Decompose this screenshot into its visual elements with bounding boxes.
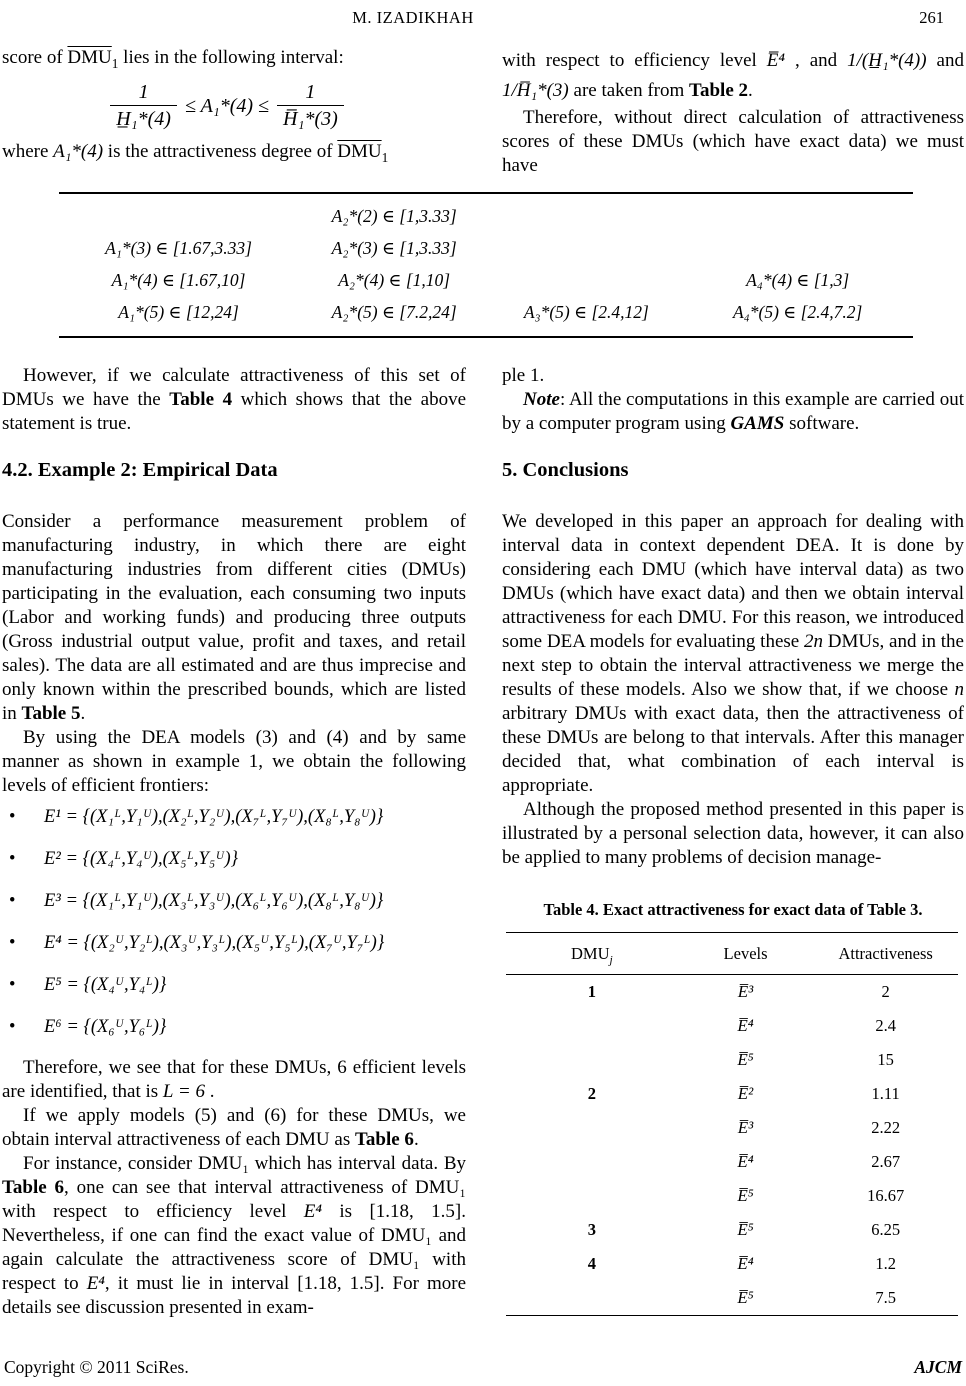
level-cell: E̅⁵: [737, 1220, 754, 1239]
table2-reference: Table 2: [689, 80, 749, 101]
level-cell: E̅³: [737, 1118, 754, 1137]
efficient-frontier-list: [2, 804, 466, 1040]
frontier-e4: E⁴ = {(X₂ᵁ,Y₂ᴸ),(X₃ᵁ,Y₃ᴸ),(X₅ᵁ,Y₅ᴸ),(X₇ᵁ,Y₇ᴸ)}: [44, 933, 385, 953]
segment: : All the computations in this example are carried out by a computer program using: [502, 389, 964, 434]
dmu-overline: $\overline{DMU}$: [337, 141, 382, 162]
column-header-attractiveness: Attractiveness: [813, 933, 958, 975]
dmu-subscript: 1: [381, 149, 389, 165]
frontier-e1: E¹ = {(X₁ᴸ,Y₁ᵁ),(X₂ᴸ,Y₂ᵁ),(X₇ᴸ,Y₇ᵁ),(X₈ᴸ,Y₈ᵁ)}: [44, 807, 384, 827]
dmu-cell: 4: [587, 1254, 596, 1273]
efficiency-level-symbol: E̅⁴: [766, 50, 786, 71]
segment: .: [204, 1081, 215, 1102]
table-row: [506, 1179, 958, 1213]
segment: , one can see that interval attractiveness of DMU₁ with respect to efficiency level: [2, 1177, 466, 1222]
taken-from-line: [502, 46, 964, 106]
level-cell: E̅⁴: [737, 1016, 754, 1035]
segment: , it must lie in interval [1.18, 1.5]. For more details see discussion presented in exam-: [2, 1273, 466, 1318]
table6-reference: Table 6: [354, 1129, 414, 1150]
segment: and: [926, 50, 964, 71]
reciprocal-h-lower: 1/(H̲₁*(4)): [847, 50, 927, 71]
table4: [506, 932, 958, 1316]
attractiveness-cell: 2.22: [871, 1118, 901, 1137]
right-fraction-denominator: H̅₁*(3): [277, 105, 344, 132]
conclusions-paragraph: [502, 510, 964, 798]
level-cell: E̅⁵: [737, 1186, 754, 1205]
frontier-e5: E⁵ = {(X₄ᵁ,Y₄ᴸ)}: [44, 975, 167, 995]
where-text-mid: is the attractiveness degree of: [103, 141, 338, 162]
dmu-subscript: 1: [111, 55, 119, 71]
running-author: M. IZADIKHAH: [352, 8, 474, 27]
list-item: [2, 930, 466, 956]
attractiveness-cell: 1.2: [875, 1254, 896, 1273]
intro-text-tail: lies in the following interval:: [118, 47, 344, 68]
frontier-e6: E⁶ = {(X₆ᵁ,Y₆ᴸ)}: [44, 1017, 167, 1037]
level-cell: E̅²: [737, 1084, 754, 1103]
attractiveness-cell: 2: [881, 982, 890, 1001]
table-row: [506, 1145, 958, 1179]
segment: Therefore, we see that for these DMUs, 6 efficient levels are identified, that is: [2, 1057, 466, 1102]
segment: .: [413, 1129, 419, 1150]
segment: , and: [785, 50, 848, 71]
page-footer: [2, 1356, 964, 1378]
table6-reference: Table 6: [2, 1177, 65, 1198]
attractiveness-cell: 7.5: [875, 1288, 896, 1307]
segment: DMUs, and in the next step to obtain the interval attractiveness we merge the results of these models. Also we show that, if we choose: [502, 631, 964, 700]
page-number: 261: [919, 8, 944, 27]
section-heading-example2: 4.2. Example 2: Empirical Data: [2, 459, 278, 481]
interval-cell: A₂*(4) ∈ [1,10]: [338, 270, 451, 290]
interval-cell: [59, 200, 298, 232]
n-symbol: n: [954, 679, 964, 700]
table-row: [59, 232, 913, 264]
segment: which shows that the above statement is true.: [2, 389, 467, 434]
where-line: [2, 140, 466, 164]
table4-caption: Table 4. Exact attractiveness for exact data of Table 3.: [543, 900, 923, 919]
l-equals-6: L = 6: [162, 1081, 205, 1102]
table-row: [506, 1247, 958, 1281]
interval-intro-line: [2, 46, 466, 70]
copyright-notice: Copyright © 2011 SciRes.: [4, 1357, 189, 1377]
running-header: [2, 6, 964, 28]
right-column: [502, 364, 964, 1320]
however-paragraph: [2, 364, 466, 436]
table4-header-row: [506, 933, 958, 975]
list-item: [2, 888, 466, 914]
interval-cell: A₁*(5) ∈ [12,24]: [118, 302, 239, 322]
top-columns: [2, 46, 964, 178]
dmu-cell: [506, 1043, 678, 1077]
interval-cell: A₂*(2) ∈ [1,3.33]: [331, 206, 457, 226]
list-item: [2, 804, 466, 830]
dmu-cell: 1: [587, 982, 596, 1001]
level-cell: E̅⁴: [737, 1152, 754, 1171]
interval-cell: A₁*(4) ∈ [1.67,10]: [111, 270, 246, 290]
attractiveness-cell: 1.11: [871, 1084, 900, 1103]
segment: For instance, consider DMU₁ which has interval data. By: [23, 1153, 466, 1174]
apply-models-paragraph: [2, 1104, 466, 1152]
table-row: [506, 1281, 958, 1316]
therefore-paragraph: Therefore, without direct calculation of attractiveness scores of these DMUs (which have exact data) we must have: [502, 107, 964, 176]
segment: are taken from: [568, 80, 690, 101]
gams-label: GAMS: [730, 413, 785, 434]
frontier-e3: E³ = {(X₁ᴸ,Y₁ᵁ),(X₃ᴸ,Y₃ᵁ),(X₆ᴸ,Y₆ᵁ),(X₈ᴸ,Y₈ᵁ)}: [44, 891, 384, 911]
list-item: [2, 972, 466, 998]
attractiveness-cell: 16.67: [867, 1186, 905, 1205]
table-row: [506, 1043, 958, 1077]
where-text: where: [2, 141, 54, 162]
segment: We developed in this paper an approach for dealing with interval data in context dependent DEA. It is done by considering each DMU (which have interval data) as two DMUs (which have exact data) and then we obtain interval attractiveness for each DMU. For this reason, we introduced some DEA models for evaluating these: [502, 511, 964, 652]
table5-reference: Table 5: [21, 703, 81, 724]
interval-cell: A₄*(5) ∈ [2.4,7.2]: [732, 302, 863, 322]
table-row: [506, 1009, 958, 1043]
column-header-dmu: [506, 933, 678, 975]
table4-reference: Table 4: [169, 389, 233, 410]
reciprocal-h-upper: 1/H̅₁*(3): [502, 80, 569, 101]
ple-continuation-line: ple 1.: [502, 365, 545, 386]
attractiveness-cell: 2.67: [871, 1152, 901, 1171]
interval-cell: A₃*(5) ∈ [2.4,12]: [523, 302, 649, 322]
left-fraction: [110, 80, 177, 132]
level-cell: E̅³: [737, 982, 754, 1001]
dmu-cell: [506, 1179, 678, 1213]
segment: .: [748, 80, 753, 101]
segment: .: [80, 703, 86, 724]
dmu-header-subscript: j: [609, 954, 613, 967]
e4-symbol: E⁴: [86, 1273, 105, 1294]
segment: If we apply models (5) and (6) for these DMUs, we obtain interval attractiveness of each DMU as: [2, 1105, 466, 1150]
top-right-column: [502, 46, 964, 178]
table-row: [506, 1077, 958, 1111]
attractiveness-cell: 2.4: [875, 1016, 896, 1035]
attractiveness-cell: 6.25: [871, 1220, 901, 1239]
level-cell: E̅⁵: [737, 1288, 754, 1307]
table-row: [59, 296, 913, 328]
left-fraction-denominator: H̲₁*(4): [110, 105, 177, 132]
dmu-cell: [506, 1009, 678, 1043]
although-paragraph: Although the proposed method presented in this paper is illustrated by a personal selection data, however, it can also be applied to many problems of decision manage-: [502, 799, 964, 868]
interval-cell: [682, 200, 913, 232]
level-cell: E̅⁴: [737, 1254, 754, 1273]
right-fraction: [277, 80, 344, 132]
for-instance-paragraph: [2, 1152, 466, 1320]
therefore-levels-paragraph: [2, 1056, 466, 1104]
table-row: [506, 1213, 958, 1247]
dmu-overline: $\overline{DMU}$: [67, 47, 112, 68]
dmu-cell: [506, 1145, 678, 1179]
table-row: [506, 1111, 958, 1145]
segment: However, if we calculate attractiveness of this set of DMUs we have the: [2, 365, 466, 410]
level-cell: E̅⁵: [737, 1050, 754, 1069]
interval-cell: A₂*(3) ∈ [1,3.33]: [331, 238, 457, 258]
segment: software.: [784, 413, 860, 434]
interval-cell: [682, 232, 913, 264]
intro-text: score of: [2, 47, 68, 68]
segment: Consider a performance measurement problem of manufacturing industry, in which there are eight manufacturing industries from different cities (DMUs) participating in the evaluation, each consuming two inputs (Labor and working funds) and producing three outputs (Gross industrial output value, profit and taxes, and retail sales). The data are all estimated and are thus imprecise and only known within the prescribed bounds, which are listed in: [2, 511, 466, 724]
attractiveness-cell: 15: [877, 1050, 894, 1069]
column-header-levels: Levels: [678, 933, 814, 975]
top-left-column: [2, 46, 466, 178]
main-columns: [2, 364, 964, 1320]
table-row: [59, 200, 913, 232]
dmu-cell: [506, 1111, 678, 1145]
consider-paragraph: [2, 510, 466, 726]
frontier-e2: E² = {(X₄ᴸ,Y₄ᵁ),(X₅ᴸ,Y₅ᵁ)}: [44, 849, 239, 869]
journal-abbreviation: AJCM: [914, 1357, 962, 1377]
interval-inequality-formula: [2, 80, 452, 132]
interval-cell: A₄*(4) ∈ [1,3]: [746, 270, 850, 290]
note-paragraph: [502, 388, 964, 436]
segment: arbitrary DMUs with exact data, then the attractiveness of these DMUs are belong to that intervals. After this manager decided that, what combination of each interval is appropriate.: [502, 703, 964, 796]
dmu-cell: 2: [587, 1084, 596, 1103]
note-label: Note: [523, 389, 560, 410]
interval-cell: [490, 232, 682, 264]
list-item: [2, 1014, 466, 1040]
attractiveness-degree-symbol: A₁*(4): [53, 141, 104, 162]
interval-cell: [490, 264, 682, 296]
list-item: [2, 846, 466, 872]
left-column: [2, 364, 466, 1320]
segment: is [1.18, 1.5]. Nevertheless, if one can find the exact value of DMU₁ and again calculate the attractiveness score of DMU₁ with respect to: [2, 1201, 466, 1294]
inequality-middle: ≤ A₁*(4) ≤: [184, 94, 270, 117]
table-row: [59, 264, 913, 296]
dmu-cell: 3: [587, 1220, 596, 1239]
segment: with respect to efficiency level: [502, 50, 767, 71]
right-fraction-numerator: 1: [305, 81, 316, 103]
left-fraction-numerator: 1: [138, 81, 149, 103]
table-row: [506, 975, 958, 1010]
dmu-cell: [506, 1281, 678, 1316]
interval-cell: A₂*(5) ∈ [7.2,24]: [331, 302, 457, 322]
e4-symbol: E⁴: [303, 1201, 323, 1222]
interval-cell: [490, 200, 682, 232]
section-heading-conclusions: 5. Conclusions: [502, 459, 629, 481]
two-n-symbol: 2n: [803, 631, 823, 652]
byusing-paragraph: By using the DEA models (3) and (4) and by same manner as shown in example 1, we obtain the following levels of efficient frontiers:: [2, 727, 466, 796]
dmu-header-label: DMU: [571, 944, 610, 963]
interval-cell: A₁*(3) ∈ [1.67,3.33]: [105, 238, 252, 258]
interval-results-table: [59, 192, 913, 338]
